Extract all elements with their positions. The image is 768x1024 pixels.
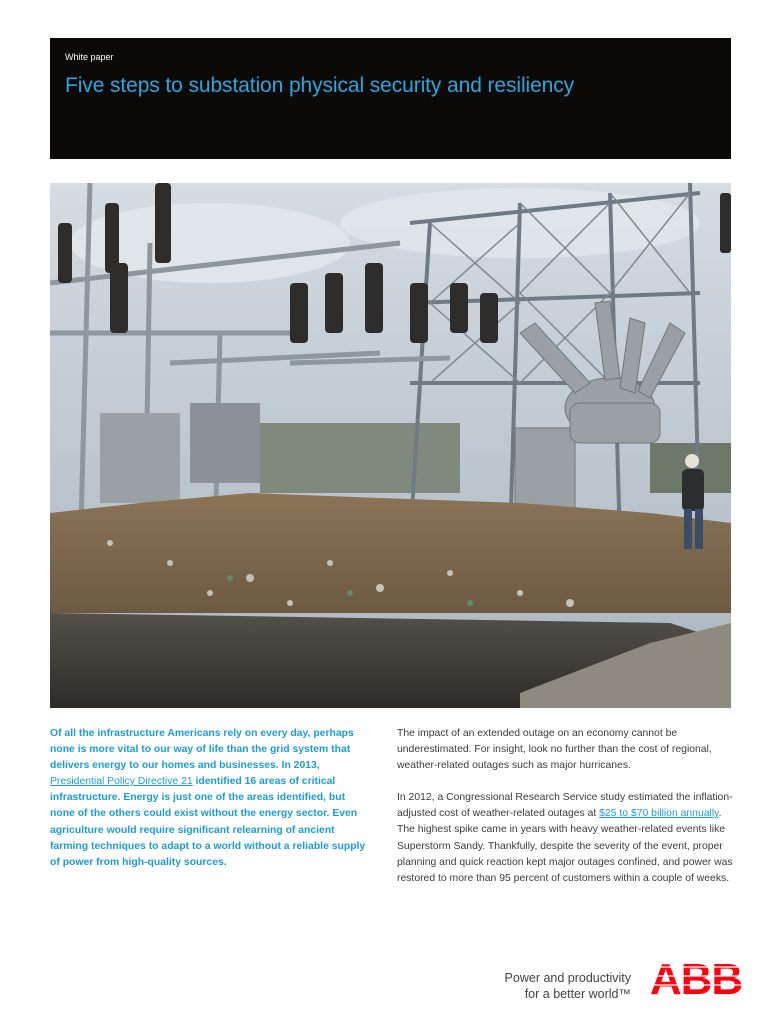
intro-text-part-2: identified 16 areas of critical infrastructure. Energy is just one of the areas identified, but none of the others could exist without the energy sector. Even agriculture would require significant relearning of ancient farming techniques to adapt to a world without a reliable supply of power from high-quality sources. xyxy=(50,776,366,868)
substation-photo xyxy=(50,183,731,708)
page-title: Five steps to substation physical security and resiliency xyxy=(65,74,575,97)
body-paragraph-1: The impact of an extended outage on an economy cannot be underestimated. For insight, look no further than the cost of regional, weather-related outages such as major hurricanes. xyxy=(397,728,712,772)
tagline-line-2: for a better world™ xyxy=(524,987,631,1001)
abb-logo-text: ABB xyxy=(649,958,743,998)
abb-logo xyxy=(648,958,744,998)
body-p2-part-2: . The highest spike came in years with heavy weather-related events like Superstorm Sandy. Thankfully, despite the severity of the event, proper planning and quick reaction kept major outages confined, and power was restored to more than 95 percent of customers within a couple of weeks. xyxy=(397,808,733,884)
body-column xyxy=(397,726,737,887)
body-paragraph-2 xyxy=(397,790,737,887)
tagline-line-1: Power and productivity xyxy=(504,971,631,985)
body-p2-part-1: In 2012, a Congressional Research Service study estimated the inflation-adjusted cost of weather-related outages at xyxy=(397,792,733,820)
directive-link[interactable]: Presidential Policy Directive 21 xyxy=(50,776,193,788)
intro-column xyxy=(50,726,372,871)
substation-photo-illustration xyxy=(50,183,731,708)
company-tagline xyxy=(505,970,631,1002)
document-type-label: White paper xyxy=(65,52,114,62)
intro-text-part-1: Of all the infrastructure Americans rely on every day, perhaps none is more vital to our way of life than the grid system that delivers energy to our homes and businesses. In 2013, xyxy=(50,728,354,772)
intro-paragraph xyxy=(50,726,372,871)
cost-estimate-link[interactable]: $25 to $70 billion annually xyxy=(599,808,719,820)
header-band xyxy=(50,38,731,159)
